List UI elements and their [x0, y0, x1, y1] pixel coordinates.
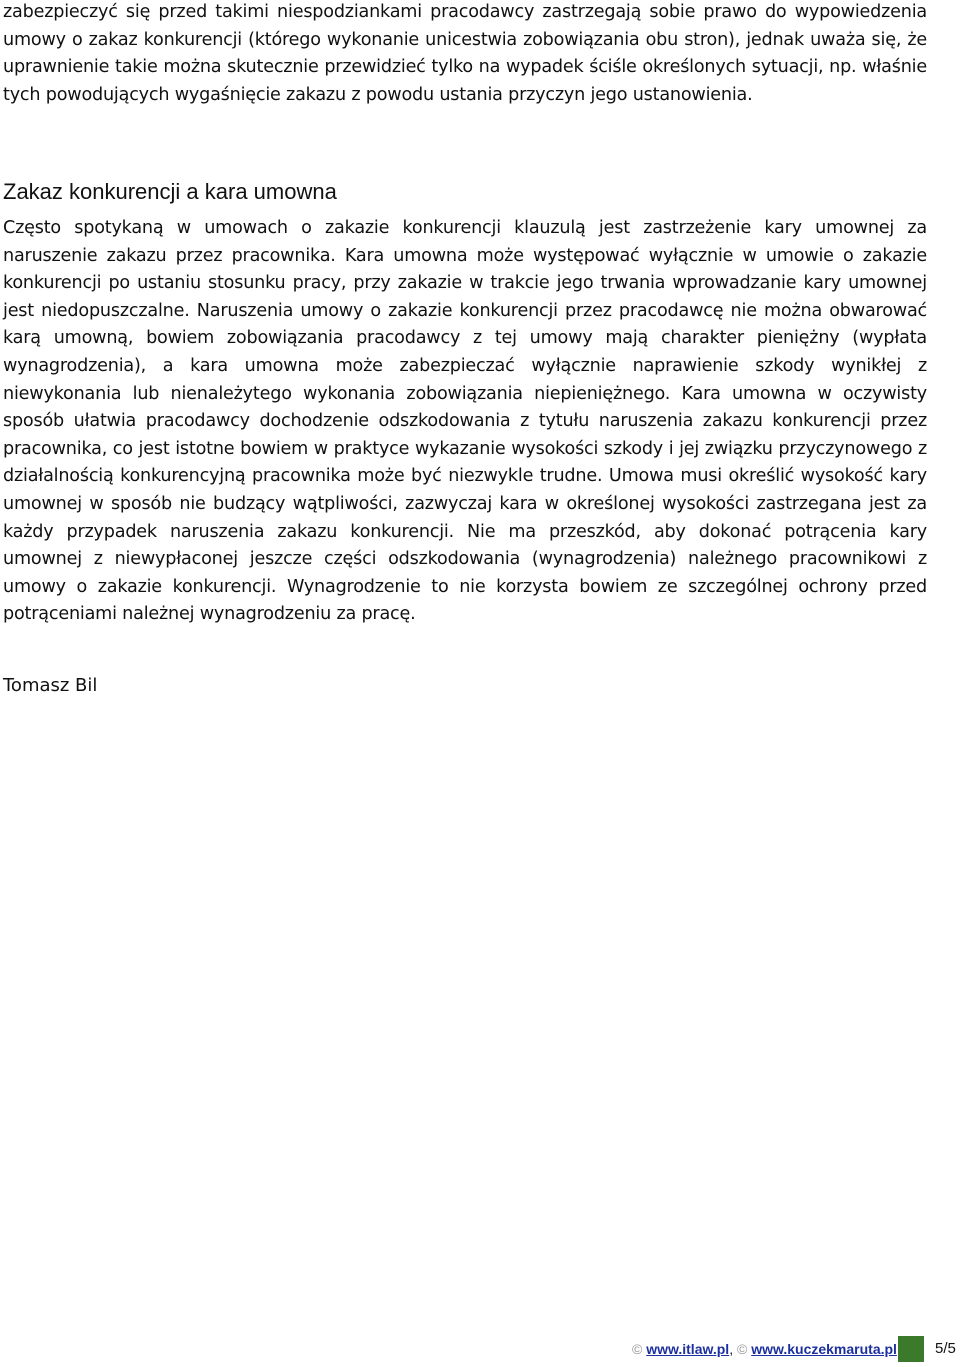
paragraph-main: Często spotykaną w umowach o zakazie konkurencji klauzulą jest zastrzeżenie kary umownej za naruszenie zakazu przez pracownika. Kara umowna może występować wyłącznie w umowie o zakazie konkurencji po ustaniu stosunku pracy, przy zakazie w trakcie jego trwania wprowadzanie kary umownej jest niedopuszczalne. Naruszenia umowy o zakazie konkurencji przez pracodawcę nie można obwarować karą umowną, bowiem zobowiązania pracodawcy z tej umowy mają charakter pieniężny (wypłata wynagrodzenia), a kara umowna może zabezpieczać wyłącznie naprawienie szkody wynikłej z niewykonania lub nienależytego wykonania zobowiązania niepieniężnego. Kara umowna w oczywisty sposób ułatwia pracodawcy dochodzenie odszkodowania z tytułu naruszenia zakazu konkurencji przez pracownika, co jest istotne bowiem w praktyce wykazanie wysokości szkody i jej związku przyczynowego z działalnością konkurencyjną pracownika może być niezwykle trudne. Umowa musi określić wysokość kary umownej w sposób nie budzący wątpliwości, zazwyczaj kara w określonej wysokości zastrzegana jest za każdy przypadek naruszenia zakazu konkurencji. Nie ma przeszkód, aby dokonać potrącenia kary umownej z niewypłaconej jeszcze części odszkodowania (wynagrodzenia) należnego pracownikowi z umowy o zakazie konkurencji. Wynagrodzenie to nie korzysta bowiem ze szczególnej ochrony przed potrąceniami należnej wynagrodzeniu za pracę. [3, 218, 927, 625]
page-footer [632, 1336, 958, 1364]
footer-separator: , [729, 1341, 737, 1357]
brand-square-icon [898, 1336, 924, 1362]
copyright-icon: © [632, 1341, 643, 1357]
footer-links [632, 1341, 897, 1357]
copyright-icon: © [736, 1341, 748, 1357]
author-name: Tomasz Bil [3, 675, 98, 696]
itlaw-link[interactable]: www.itlaw.pl [646, 1341, 730, 1357]
paragraph-continuation: zabezpieczyć się przed takimi niespodziankami pracodawcy zastrzegają sobie prawo do wypowiedzenia umowy o zakaz konkurencji (którego wykonanie unicestwia zobowiązania obu stron), jednak uważa się, że uprawnienie takie można skutecznie przewidzieć tylko na wypadek ściśle określonych sytuacji, np. właśnie tych powodujących wygaśnięcie zakazu z powodu ustania przyczyn jego ustanowienia. [3, 2, 927, 105]
page-number: 5/5 [935, 1340, 956, 1357]
section-heading: Zakaz konkurencji a kara umowna [3, 179, 337, 204]
kuczekmaruta-link[interactable]: www.kuczekmaruta.pl [751, 1341, 897, 1357]
